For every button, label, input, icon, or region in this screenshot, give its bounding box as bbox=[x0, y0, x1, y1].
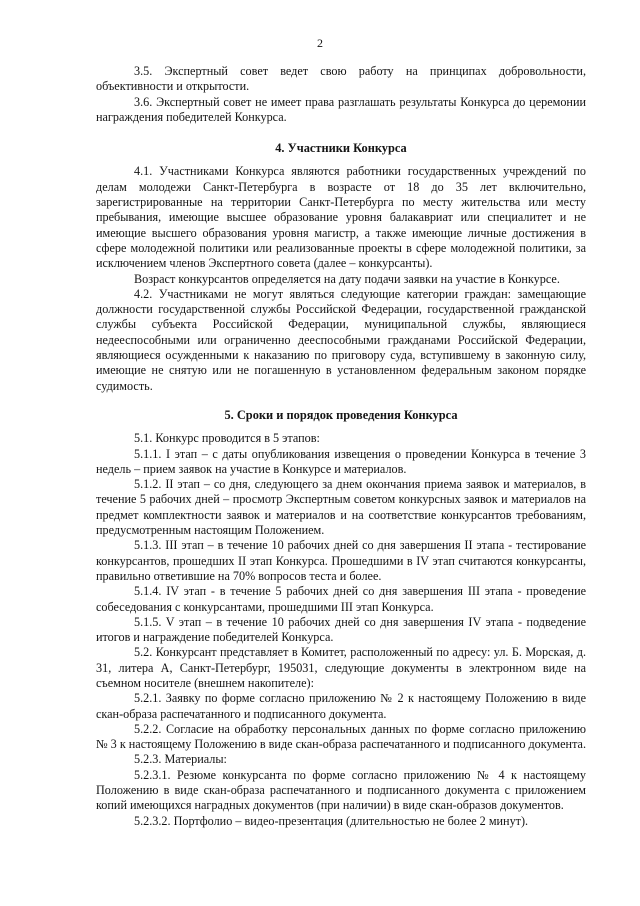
paragraph-5-1-2: 5.1.2. II этап – со дня, следующего за днем окончания приема заявок и материалов, в течение 5 рабочих дней – просмотр Экспертным советом конкурсных заявок и материалов на предмет комплектности заявок и материалов и на соответствие конкурсантов требованиям, предусмотренным настоящим Положением. bbox=[96, 477, 586, 538]
paragraph-3-6: 3.6. Экспертный совет не имеет права разглашать результаты Конкурса до церемонии награждения победителей Конкурса. bbox=[96, 94, 586, 124]
paragraph-5-1-5: 5.1.5. V этап – в течение 10 рабочих дней со дня завершения IV этапа - подведение итогов и награждение победителей Конкурса. bbox=[96, 614, 586, 645]
paragraph-5-1-3: 5.1.3. III этап – в течение 10 рабочих дней со дня завершения II этапа - тестирование конкурсантов, прошедших II этап Конкурса. Прошедшими в IV этап считаются конкурсанты, правильно ответившие на 70% вопросов теста и более. bbox=[96, 538, 586, 583]
paragraph-5-2-3-2: 5.2.3.2. Портфолио – видео-презентация (длительностью не более 2 минут). bbox=[134, 813, 529, 828]
section-4-heading: 4. Участники Конкурса bbox=[275, 141, 407, 156]
page-number: 2 bbox=[317, 36, 323, 50]
section-5-heading: 5. Сроки и порядок проведения Конкурса bbox=[224, 407, 458, 422]
paragraph-5-2-1: 5.2.1. Заявку по форме согласно приложению № 2 к настоящему Положению в виде скан-образа распечатанного и подписанного документа. bbox=[96, 691, 586, 721]
paragraph-5-2-3: 5.2.3. Материалы: bbox=[134, 752, 227, 767]
paragraph-5-2: 5.2. Конкурсант представляет в Комитет, расположенный по адресу: ул. Б. Морская, д. 31, литера А, Санкт-Петербург, 195031, следующие документы в электронном виде на съемном носителе (внешнем накопителе): bbox=[96, 645, 586, 690]
paragraph-5-1: 5.1. Конкурс проводится в 5 этапов: bbox=[134, 431, 320, 446]
paragraph-3-5: 3.5. Экспертный совет ведет свою работу на принципах добровольности, объективности и открытости. bbox=[96, 64, 586, 94]
paragraph-5-1-4: 5.1.4. IV этап - в течение 5 рабочих дней со дня завершения III этапа - проведение собеседования с конкурсантами, прошедшими III этап Конкурса. bbox=[96, 584, 586, 614]
paragraph-5-2-3-1: 5.2.3.1. Резюме конкурсанта по форме согласно приложению № 4 к настоящему Положению в виде скан-образа распечатанного и подписанного документа с приложением копий имеющихся наградных документов (при наличии) в виде скан-образов документов. bbox=[96, 767, 586, 813]
paragraph-4-1-age: Возраст конкурсантов определяется на дату подачи заявки на участие в Конкурсе. bbox=[134, 271, 560, 286]
document-body bbox=[96, 64, 586, 829]
paragraph-4-1: 4.1. Участниками Конкурса являются работники государственных учреждений по делам молодежи Санкт-Петербурга в возрасте от 18 до 35 лет включительно, зарегистрированные на территории Санкт-Петербурга по месту жительства или месту пребывания, имеющие высшее образование уровня балакавриат или специалитет и не имеющие высшего образования уровня магистр, а также имеющие личные достижения в сфере молодежной политики или реализованные проекты в сфере молодежной политики, за исключением членов Экспертного совета (далее – конкурсанты). bbox=[96, 164, 586, 271]
paragraph-4-2: 4.2. Участниками не могут являться следующие категории граждан: замещающие должности государственной службы Российской Федерации, государственной гражданской службы субъекта Российской Федерации, муниципальной службы, являющиеся недееспособными или ограниченно дееспособными гражданами Российской Федерации, являющиеся осужденными к наказанию по приговору суда, вступившему в законную силу, имеющие не снятую или не погашенную в установленном федеральным законом порядке судимость. bbox=[96, 286, 586, 393]
paragraph-5-1-1: 5.1.1. I этап – с даты опубликования извещения о проведении Конкурса в течение 3 недель – прием заявок на участие в Конкурсе и материалов. bbox=[96, 446, 586, 476]
paragraph-5-2-2: 5.2.2. Согласие на обработку персональных данных по форме согласно приложению № 3 к настоящему Положению в виде скан-образа распечатанного и подписанного документа. bbox=[96, 721, 587, 752]
